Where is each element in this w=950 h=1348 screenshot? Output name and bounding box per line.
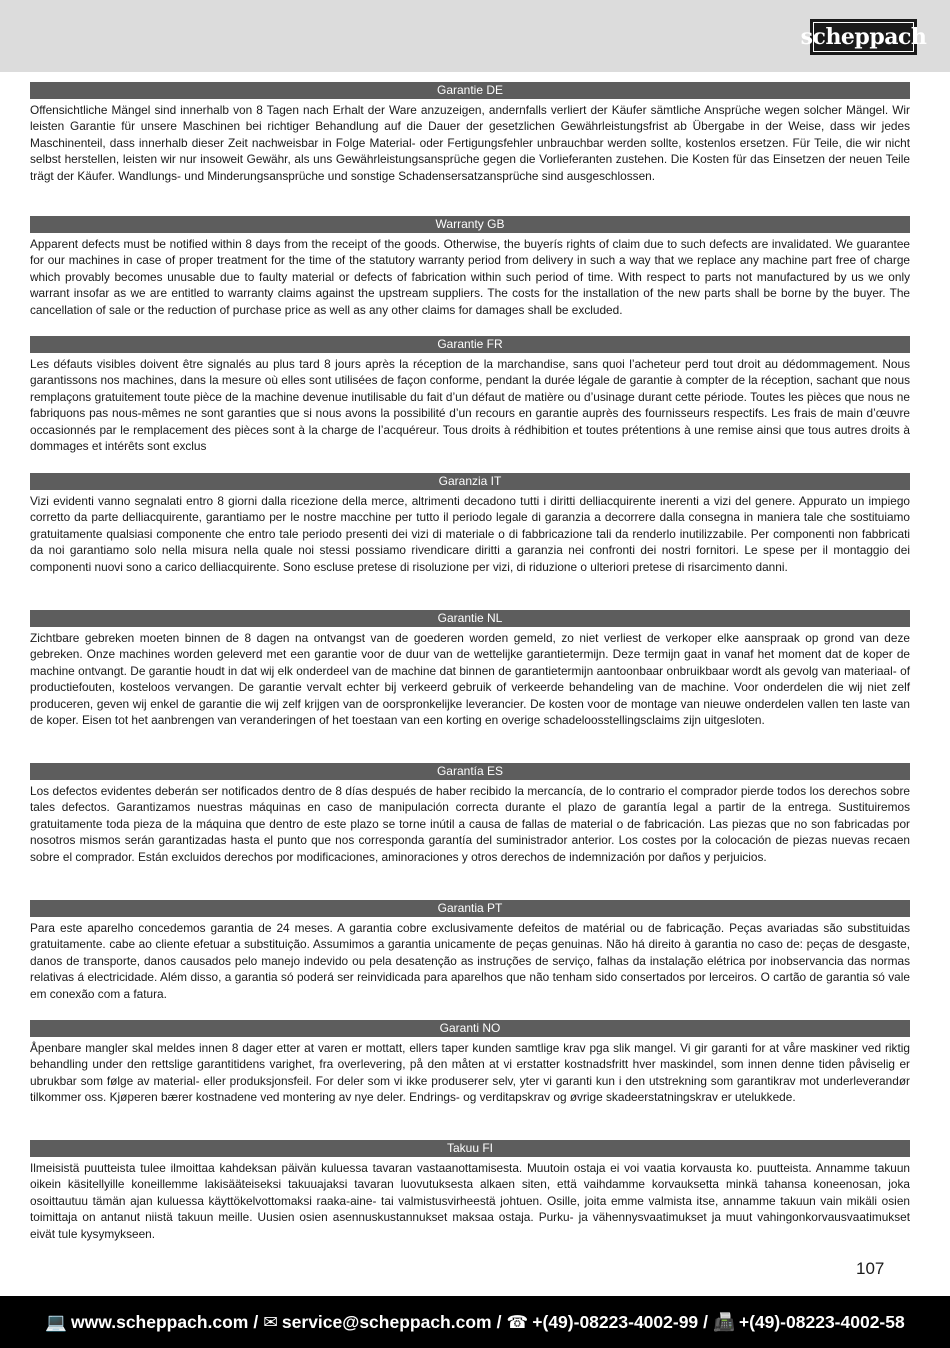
email-link[interactable]: service@scheppach.com xyxy=(281,1311,492,1332)
section-heading: Garantie NL xyxy=(30,610,910,627)
fax-number: +(49)-08223-4002-58 xyxy=(738,1311,905,1332)
section-garantie-fr xyxy=(30,336,910,454)
mail-icon: ✉ xyxy=(263,1311,278,1332)
website-link[interactable]: www.scheppach.com xyxy=(71,1311,249,1332)
footer-separator: / xyxy=(703,1311,709,1332)
computer-icon: 💻 xyxy=(45,1311,68,1332)
section-body: Offensichtliche Mängel sind innerhalb von 8 Tagen nach Erhalt der Ware anzuzeigen, andernfalls verliert der Käufer sämtliche Ansprüche wegen solcher Mängel. Wir leisten Garantie für unsere Maschinen bei richtiger Behandlung auf die Dauer der gesetzlichen Gewährleistungsfrist ab Übergabe in der Weise, dass wir jedes Maschinenteil, dass innerhalb dieser Zeit nachweisbar in Folge Material- oder Fertigungsfehler unbrauchbar werden sollte, kostenlos ersetzen. Für Teile, die wir nicht selbst herstellen, leisten wir nur insoweit Gewähr, als uns Gewährleistungsansprüche gegen die Vorlieferanten zustehen. Die Kosten für das Einsetzen der neuen Teile trägt der Käufer. Wandlungs- und Minderungsansprüche und sonstige Schadensersatzansprüche sind ausgeschlossen. xyxy=(30,103,910,183)
section-heading: Garantía ES xyxy=(30,763,910,780)
section-body: Les défauts visibles doivent être signalés au plus tard 8 jours après la réception de la marchandise, sans quoi l’acheteur perd tout droit au dédommagement. Nous garantissons nos machines, dans la mesure où elles sont utilisées de façon conforme, pendant la durée légale de garantie à compter de la réception, sachant que nous remplaçons gratuitement toute pièce de la machine devenue inutilisable du fait d’un défaut de matière ou d’usinage durant cette période. Toutes les pièces que nous ne fabriquons pas nous-mêmes ne sont garanties que si nous avons la possibilité d’un recours en garantie auprès des fournisseurs respectifs. Les frais de main d’œuvre occasionnés par le remplacement des pièces sont à la charge de l’acquéreur. Tous droits à rédhibition et toutes prétentions à une remise ainsi que tous autres droits à dommages et intérêts sont exclus xyxy=(30,357,910,454)
section-heading: Garantie FR xyxy=(30,336,910,353)
section-takuu-fi xyxy=(30,1140,910,1242)
section-body: Apparent defects must be notified within 8 days from the receipt of the goods. Otherwise, the buyerís rights of claim due to such defects are invalidated. We guarantee for our machines in case of proper treatment for the time of the statutory warranty period from delivery in such a way that we replace any machine part free of charge which provably becomes unusable due to faulty material or defects of fabrication within such period of time. With respect to parts not manufactured by us we only warrant insofar as we are entitled to warranty claims against the upstream suppliers. The costs for the installation of the new parts shall be borne by the buyer. The cancellation of sale or the reduction of purchase price as well as any other claims for damages shall be excluded. xyxy=(30,237,910,317)
section-heading: Takuu FI xyxy=(30,1140,910,1157)
section-warranty-gb xyxy=(30,216,910,318)
section-body: Para este aparelho concedemos garantia de 24 meses. A garantia cobre exclusivamente defeitos de matérial ou de fabricação. Peças avariadas são substituidas gratuitamente. cabe ao cliente efetuar a substituição. Assumimos a garantia unicamente de peças genuinas. Não há direito à garantia no caso de: peças de desgaste, danos de transporte, danos causados pelo manejo indevido ou pela desatenção as instruções de serviço, falhas da instalação elétrica por inobservancia das normas relativas á electricidade. Além disso, a garantia só poderá ser reinvidicada para aparelhos que não tenham sido consertados por lerceiros. O cartão de garantia só vale em conexão com a fatura. xyxy=(30,921,910,1001)
section-heading: Garantia PT xyxy=(30,900,910,917)
section-garanti-no xyxy=(30,1020,910,1106)
section-heading: Garanzia IT xyxy=(30,473,910,490)
section-heading: Garanti NO xyxy=(30,1020,910,1037)
section-garanzia-it xyxy=(30,473,910,575)
header-bar xyxy=(0,0,950,72)
section-garantia-es xyxy=(30,763,910,865)
brand-logo: scheppach xyxy=(810,19,917,55)
section-body: Vizi evidenti vanno segnalati entro 8 giorni dalla ricezione della merce, altrimenti decadono tutti i diritti delliacquirente inerenti a vizi del genere. Appurato un impiego corretto da parte delliacquirente, garantiamo per le nostre macchine per tutto il periodo legale di garanzia a decorrere dalla consegna in maniera tale che sostituiamo gratuitamente qualsiasi componente che entro tale periodo presenti dei vizi di materiale o di fabbricazione tali da renderlo inutilizzabile. Per componenti non fabbricati da noi garantiamo solo nella misura nella quale noi stessi possiamo rivendicare diritti a garanzia nei confronti dei nostri fornitori. Le spese per il montaggio dei componenti nuovi sono a carico delliacquirente. Sono escluse pretese di risoluzione per vizi, di riduzione o ulteriori pretese di risarcimento danni. xyxy=(30,494,910,574)
section-body: Zichtbare gebreken moeten binnen de 8 dagen na ontvangst van de goederen worden gemeld, zo niet verliest de verkoper elke aanspraak op grond van deze gebreken. Onze machines worden geleverd met een garantie voor de duur van de wettelijke garantietermijn. Deze termijn gaat in vanaf het moment dat de koper de machine ontvangt. De garantie houdt in dat wij elk onderdeel van de machine dat binnen de garantietermijn aantoonbaar onbruikbaar wordt als gevolg van materiaal- of productiefouten, kosteloos vervangen. De garantie vervalt echter bij verkeerd gebruik of verkeerde behandeling van de machine. Voor onderdelen die wij niet zelf produceren, geven wij enkel de garantie die wij zelf krijgen van de oorspronkelijke leverancier. De kosten voor de montage van nieuwe onderdelen vallen ten laste van de koper. Eisen tot het aanbrengen van veranderingen of het toestaan van een korting en overige schadeloosstellingsclaims zijn uitgesloten. xyxy=(30,631,910,728)
section-body: Ilmeisistä puutteista tulee ilmoittaa kahdeksan päivän kuluessa tavaran vastaanottamisesta. Muutoin ostaja ei voi vaatia korvausta ko. puutteista. Annamme takuun oikein käsitellyille koneillemme lakisääteiseksi takuuajaksi tavaran luovutuksesta alkaen siten, että vaihdamme korvauksetta minkä tahansa koneenosan, joka osoittautuu tämän ajan kuluessa käyttökelvottomaksi raaka-aine- tai valmistusvirheestä johtuen. Osille, joita emme valmista itse, annamme takuun vain mikäli osien toimittaja on antanut niistä takuun meille. Uusien osien asennuskustannukset maksaa ostaja. Purku- ja vähennysvaatimukset ja muut vahingonkorvausvaatimukset eivät tule kysymykseen. xyxy=(30,1161,910,1241)
phone-number[interactable]: +(49)-08223-4002-99 xyxy=(532,1311,699,1332)
footer-separator: / xyxy=(253,1311,259,1332)
contact-footer xyxy=(0,1296,950,1348)
section-heading: Warranty GB xyxy=(30,216,910,233)
phone-icon: ☎ xyxy=(506,1311,529,1332)
section-body: Åpenbare mangler skal meldes innen 8 dager etter at varen er mottatt, ellers taper kunden samtlige krav pga slik mangel. Vi gir garanti for at våre maskiner ved riktig behandling under den rettslige garantitidens varighet, fra overlevering, på den måten at vi erstatter kostnadsfritt hver maskindel, som innen denne tiden påviselig er ubrukbar som følge av material- eller produksjonsfeil. For deler som vi ikke produserer selv, yter vi garanti kun i den utstrekning som garantikrav mot underleverandør tilkommer oss. Kjøperen bærer kostnadene ved montering av nye deler. Endrings- og verditapskrav og øvrige skadeerstatningskrav er utelukkede. xyxy=(30,1041,910,1105)
footer-separator: / xyxy=(496,1311,502,1332)
fax-icon: 📠 xyxy=(713,1311,735,1332)
section-heading: Garantie DE xyxy=(30,82,910,99)
section-garantie-de xyxy=(30,82,910,184)
section-garantie-nl xyxy=(30,610,910,728)
page-number: 107 xyxy=(856,1259,885,1278)
section-garantia-pt xyxy=(30,900,910,1002)
section-body: Los defectos evidentes deberán ser notificados dentro de 8 días después de haber recibido la mercancía, de lo contrario el comprador pierde todos los derechos sobre tales defectos. Garantizamos nuestras máquinas en caso de manipulación correcta durante el plazo de garantía legal a partir de la entrega. Sustituiremos gratuitamente toda pieza de la máquina que dentro de este plazo se torne inútil a causa de fallas de material o de fabricación. Las piezas que no son fabricadas por nosotros mismos serán garantizadas hasta el punto que nos corresponda garantía del suministrador anterior. Los costes por la colocación de piezas nuevas recaen sobre el comprador. Están excluidos derechos por modificaciones, aminoraciones y otros derechos de indemnización por daños y perjuicios. xyxy=(30,784,910,864)
